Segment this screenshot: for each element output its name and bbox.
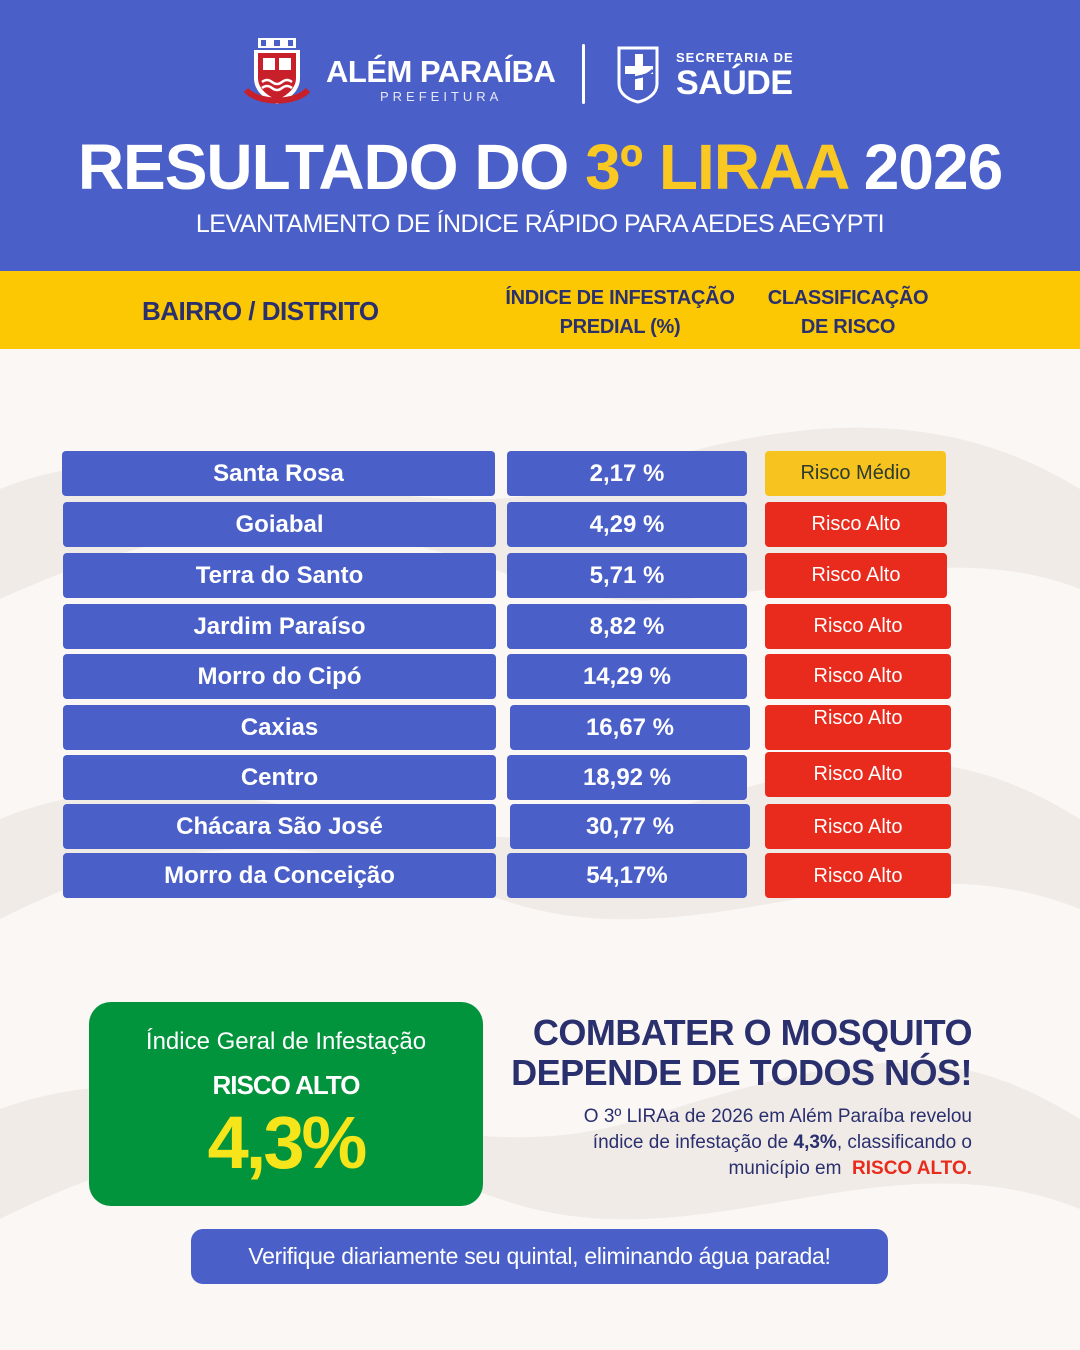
neighborhood-name: Caxias: [63, 705, 496, 750]
description-part-1: O 3º LIRAa de 2026 em Além Paraíba revelou índice de infestação de: [583, 1106, 972, 1153]
neighborhood-name: Centro: [63, 755, 496, 800]
health-secretariat-logo-icon: [615, 44, 661, 106]
table-row: [0, 705, 1080, 750]
neighborhood-name: Terra do Santo: [63, 553, 496, 598]
column-header-neighborhood: BAIRRO / DISTRITO: [142, 296, 379, 326]
infestation-index: 18,92 %: [507, 755, 747, 800]
infestation-index: 54,17%: [507, 853, 747, 898]
title-highlight: 3º LIRAA: [585, 131, 848, 203]
column-header-index: [490, 284, 750, 342]
column-header-index-line1: ÍNDICE DE INFESTAÇÃO: [505, 287, 735, 309]
summary-description: [540, 1104, 972, 1182]
table-row: [0, 553, 1080, 598]
page-subtitle: LEVANTAMENTO DE ÍNDICE RÁPIDO PARA AEDES AEGYPTI: [195, 210, 885, 238]
summary-value: 4,3%: [207, 1101, 365, 1184]
city-crest-icon: [244, 38, 310, 106]
logo-divider: [582, 44, 585, 104]
description-value: 4,3%: [793, 1132, 837, 1153]
neighborhood-name: Santa Rosa: [62, 451, 495, 496]
neighborhood-name: Morro da Conceição: [63, 853, 496, 898]
infestation-index: 5,71 %: [507, 553, 747, 598]
title-part-1: RESULTADO DO: [77, 131, 586, 203]
slogan-line-1: COMBATER O MOSQUITO: [532, 1012, 972, 1053]
risk-badge: Risco Alto: [765, 752, 951, 797]
secretariat-label: SECRETARIA DE: [676, 50, 794, 65]
table-row: [0, 853, 1080, 898]
neighborhood-name: Jardim Paraíso: [63, 604, 496, 649]
risk-badge: Risco Médio: [765, 451, 946, 496]
neighborhood-name: Morro do Cipó: [63, 654, 496, 699]
summary-risk: RISCO ALTO: [212, 1070, 360, 1100]
description-part-2: , classificando o município em: [728, 1132, 972, 1179]
column-header-risk: [758, 284, 938, 342]
infestation-index: 2,17 %: [507, 451, 747, 496]
summary-card: [89, 1002, 483, 1206]
column-header-risk-line2: DE RISCO: [800, 316, 896, 338]
secretariat-name: SAÚDE: [676, 64, 793, 102]
risk-badge: Risco Alto: [765, 654, 951, 699]
risk-badge: Risco Alto: [765, 604, 951, 649]
infestation-index: 30,77 %: [510, 804, 750, 849]
risk-badge: Risco Alto: [765, 553, 947, 598]
table-row: [0, 604, 1080, 649]
title-part-2: 2026: [847, 131, 1003, 203]
city-subtitle: PREFEITURA: [380, 89, 503, 104]
infestation-index: 14,29 %: [507, 654, 747, 699]
risk-badge: Risco Alto: [765, 502, 947, 547]
description-risk: RISCO ALTO.: [852, 1158, 972, 1179]
slogan-line-2: DEPENDE DE TODOS NÓS!: [511, 1052, 972, 1093]
slogan: [500, 1013, 972, 1093]
infestation-index: 8,82 %: [507, 604, 747, 649]
city-name: ALÉM PARAÍBA: [326, 54, 556, 89]
infestation-index: 16,67 %: [510, 705, 750, 750]
page-title: [0, 132, 1080, 202]
logo-row: [0, 36, 1080, 108]
neighborhood-name: Chácara São José: [63, 804, 496, 849]
column-header-risk-line1: CLASSIFICAÇÃO: [767, 287, 929, 309]
infestation-index: 4,29 %: [507, 502, 747, 547]
risk-badge: Risco Alto: [765, 804, 951, 849]
risk-badge: Risco Alto: [765, 853, 951, 898]
table-row: [0, 654, 1080, 699]
table-row: [0, 451, 1080, 496]
footer-message: Verifique diariamente seu quintal, eliminando água parada!: [191, 1229, 888, 1284]
summary-label: Índice Geral de Infestação: [145, 1028, 427, 1055]
table-row: [0, 755, 1080, 800]
risk-badge: Risco Alto: [765, 705, 951, 750]
neighborhood-name: Goiabal: [63, 502, 496, 547]
table-row: [0, 502, 1080, 547]
table-row: [0, 804, 1080, 849]
column-header-index-line2: PREDIAL (%): [559, 316, 681, 338]
